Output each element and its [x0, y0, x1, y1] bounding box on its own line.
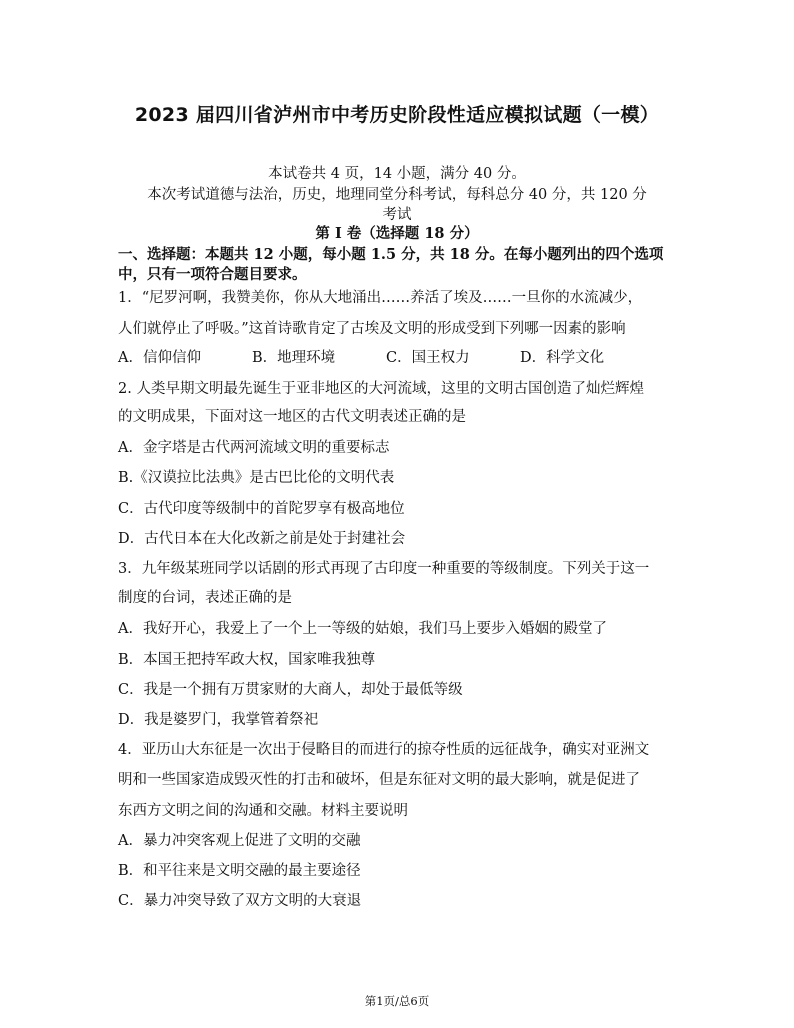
q3-option-c: C．我是一个拥有万贯家财的大商人，却处于最低等级 — [118, 682, 463, 698]
q2-stem-line-2: 的文明成果，下面对这一地区的古代文明表述正确的是 — [118, 409, 466, 425]
intro-line-2: 本次考试道德与法治，历史，地理同堂分科考试，每科总分 40 分，共 120 分 — [147, 187, 647, 203]
q4-stem-line-1: 4．亚历山大东征是一次出于侵略目的而进行的掠夺性质的远征战争，确实对亚洲文 — [118, 742, 650, 758]
q4-stem-line-2: 明和一些国家造成毁灭性的打击和破坏，但是东征对文明的最大影响，就是促进了 — [118, 772, 640, 788]
q1-option-b: B．地理环境 — [252, 350, 336, 366]
q4-option-c: C．暴力冲突导致了双方文明的大衰退 — [118, 893, 362, 909]
instructions-line-2: 中，只有一项符合题目要求。 — [118, 266, 307, 283]
q4-option-a: A．暴力冲突客观上促进了文明的交融 — [118, 833, 361, 849]
q2-option-b: B.《汉谟拉比法典》是古巴比伦的文明代表 — [118, 470, 395, 486]
section-title: 第 I 卷（选择题 18 分） — [315, 225, 479, 242]
intro-line-3: 考试 — [382, 207, 412, 223]
exam-title: 2023 届四川省泸州市中考历史阶段性适应模拟试题（一模） — [134, 104, 660, 126]
instructions-line-1: 一、选择题：本题共 12 小题，每小题 1.5 分，共 18 分。在每小题列出的四个选项 — [118, 246, 664, 263]
q2-stem-line-1: 2. 人类早期文明最先诞生于亚非地区的大河流域，这里的文明古国创造了灿烂辉煌 — [118, 381, 644, 397]
q1-option-a: A．信仰信仰 — [118, 350, 201, 366]
q4-option-b: B．和平往来是文明交融的最主要途径 — [118, 863, 361, 879]
q1-option-c: C．国王权力 — [386, 350, 470, 366]
page-footer: 第1页/总6页 — [364, 994, 430, 1008]
q2-option-d: D．古代日本在大化改新之前是处于封建社会 — [118, 531, 406, 547]
q3-option-b: B．本国王把持军政大权，国家唯我独尊 — [118, 652, 376, 668]
q3-option-a: A．我好开心，我爱上了一个上一等级的姑娘，我们马上要步入婚姻的殿堂了 — [118, 621, 607, 637]
intro-line-1: 本试卷共 4 页，14 小题，满分 40 分。 — [268, 166, 526, 182]
q1-stem-line-1: 1．“尼罗河啊，我赞美你，你从大地涌出……养活了埃及……一旦你的水流减少， — [118, 290, 643, 306]
q3-option-d: D．我是婆罗门，我掌管着祭祀 — [118, 712, 319, 728]
q1-option-d: D．科学文化 — [520, 350, 605, 366]
q3-stem-line-1: 3．九年级某班同学以话剧的形式再现了古印度一种重要的等级制度。下列关于这一 — [118, 561, 650, 577]
q3-stem-line-2: 制度的台词，表述正确的是 — [118, 590, 292, 606]
q2-option-c: C．古代印度等级制中的首陀罗享有极高地位 — [118, 501, 405, 517]
q2-option-a: A．金字塔是古代两河流域文明的重要标志 — [118, 440, 390, 456]
q4-stem-line-3: 东西方文明之间的沟通和交融。材料主要说明 — [118, 803, 408, 819]
q1-stem-line-2: 人们就停止了呼吸。”这首诗歌肯定了古埃及文明的形成受到下列哪一因素的影响 — [118, 321, 626, 337]
